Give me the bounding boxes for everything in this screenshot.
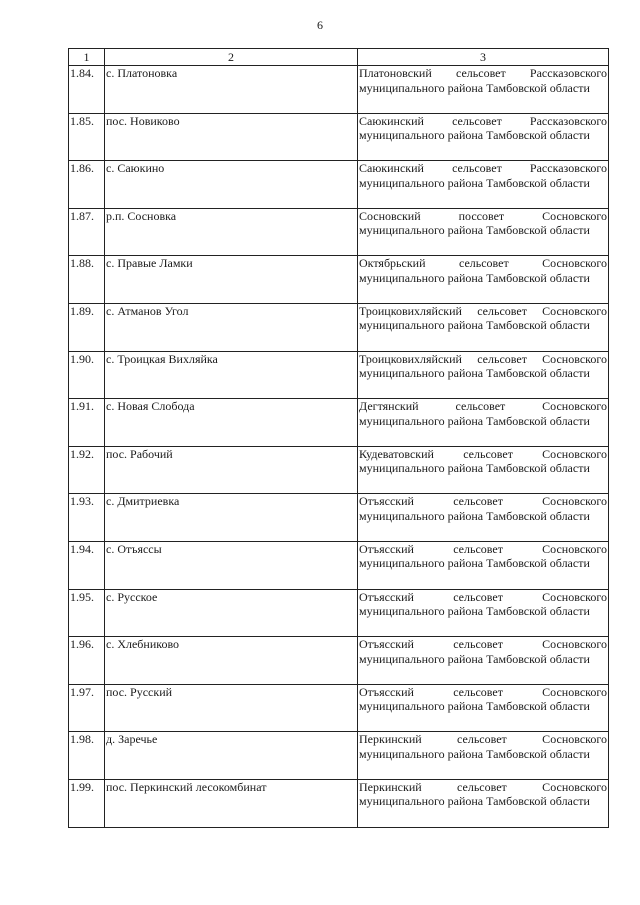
row-number-cell: 1.87. bbox=[69, 208, 105, 256]
row-number-cell: 1.98. bbox=[69, 732, 105, 780]
column-header-2: 2 bbox=[105, 49, 358, 66]
municipality-cell: Октябрьский сельсовет Сосновского муниципального района Тамбовской области bbox=[358, 256, 609, 304]
table-row bbox=[69, 113, 609, 161]
table-row bbox=[69, 66, 609, 114]
municipality-cell: Перкинский сельсовет Сосновского муниципального района Тамбовской области bbox=[358, 732, 609, 780]
settlement-name-cell: с. Русское bbox=[105, 589, 358, 637]
settlement-name-cell: с. Саюкино bbox=[105, 161, 358, 209]
settlement-name-cell: с. Дмитриевка bbox=[105, 494, 358, 542]
table-row bbox=[69, 446, 609, 494]
municipality-cell: Дегтянский сельсовет Сосновского муниципального района Тамбовской области bbox=[358, 399, 609, 447]
table-row bbox=[69, 779, 609, 827]
settlements-table bbox=[68, 48, 609, 828]
settlement-name-cell: р.п. Сосновка bbox=[105, 208, 358, 256]
municipality-cell: Отъясский сельсовет Сосновского муниципального района Тамбовской области bbox=[358, 684, 609, 732]
row-number-cell: 1.91. bbox=[69, 399, 105, 447]
municipality-cell: Троицковихляйский сельсовет Сосновского муниципального района Тамбовской области bbox=[358, 351, 609, 399]
settlement-name-cell: с. Новая Слобода bbox=[105, 399, 358, 447]
municipality-cell: Саюкинский сельсовет Рассказовского муниципального района Тамбовской области bbox=[358, 161, 609, 209]
municipality-cell: Отъясский сельсовет Сосновского муниципального района Тамбовской области bbox=[358, 589, 609, 637]
settlement-name-cell: пос. Рабочий bbox=[105, 446, 358, 494]
settlement-name-cell: с. Атманов Угол bbox=[105, 303, 358, 351]
row-number-cell: 1.86. bbox=[69, 161, 105, 209]
settlement-name-cell: с. Платоновка bbox=[105, 66, 358, 114]
table-row bbox=[69, 732, 609, 780]
municipality-cell: Кудеватовский сельсовет Сосновского муниципального района Тамбовской области bbox=[358, 446, 609, 494]
row-number-cell: 1.95. bbox=[69, 589, 105, 637]
row-number-cell: 1.99. bbox=[69, 779, 105, 827]
settlement-name-cell: с. Хлебниково bbox=[105, 637, 358, 685]
row-number-cell: 1.88. bbox=[69, 256, 105, 304]
row-number-cell: 1.89. bbox=[69, 303, 105, 351]
row-number-cell: 1.93. bbox=[69, 494, 105, 542]
settlement-name-cell: пос. Новиково bbox=[105, 113, 358, 161]
table-row bbox=[69, 399, 609, 447]
municipality-cell: Троицковихляйский сельсовет Сосновского муниципального района Тамбовской области bbox=[358, 303, 609, 351]
municipality-cell: Отъясский сельсовет Сосновского муниципального района Тамбовской области bbox=[358, 541, 609, 589]
column-header-3: 3 bbox=[358, 49, 609, 66]
row-number-cell: 1.92. bbox=[69, 446, 105, 494]
settlement-name-cell: пос. Русский bbox=[105, 684, 358, 732]
table-row bbox=[69, 303, 609, 351]
municipality-cell: Саюкинский сельсовет Рассказовского муниципального района Тамбовской области bbox=[358, 113, 609, 161]
row-number-cell: 1.96. bbox=[69, 637, 105, 685]
row-number-cell: 1.84. bbox=[69, 66, 105, 114]
row-number-cell: 1.90. bbox=[69, 351, 105, 399]
table-row bbox=[69, 541, 609, 589]
table-row bbox=[69, 589, 609, 637]
row-number-cell: 1.85. bbox=[69, 113, 105, 161]
table-row bbox=[69, 494, 609, 542]
table-header-row bbox=[69, 49, 609, 66]
municipality-cell: Отъясский сельсовет Сосновского муниципального района Тамбовской области bbox=[358, 637, 609, 685]
page-number: 6 bbox=[317, 18, 323, 32]
table-row bbox=[69, 208, 609, 256]
settlement-name-cell: д. Заречье bbox=[105, 732, 358, 780]
municipality-cell: Перкинский сельсовет Сосновского муниципального района Тамбовской области bbox=[358, 779, 609, 827]
table-row bbox=[69, 684, 609, 732]
column-header-1: 1 bbox=[69, 49, 105, 66]
row-number-cell: 1.97. bbox=[69, 684, 105, 732]
municipality-cell: Сосновский поссовет Сосновского муниципального района Тамбовской области bbox=[358, 208, 609, 256]
settlement-name-cell: пос. Перкинский лесокомбинат bbox=[105, 779, 358, 827]
table-row bbox=[69, 161, 609, 209]
table-row bbox=[69, 351, 609, 399]
row-number-cell: 1.94. bbox=[69, 541, 105, 589]
settlement-name-cell: с. Троицкая Вихляйка bbox=[105, 351, 358, 399]
settlement-name-cell: с. Отъяссы bbox=[105, 541, 358, 589]
table-row bbox=[69, 256, 609, 304]
table-row bbox=[69, 637, 609, 685]
municipality-cell: Платоновский сельсовет Рассказовского муниципального района Тамбовской области bbox=[358, 66, 609, 114]
settlement-name-cell: с. Правые Ламки bbox=[105, 256, 358, 304]
municipality-cell: Отъясский сельсовет Сосновского муниципального района Тамбовской области bbox=[358, 494, 609, 542]
